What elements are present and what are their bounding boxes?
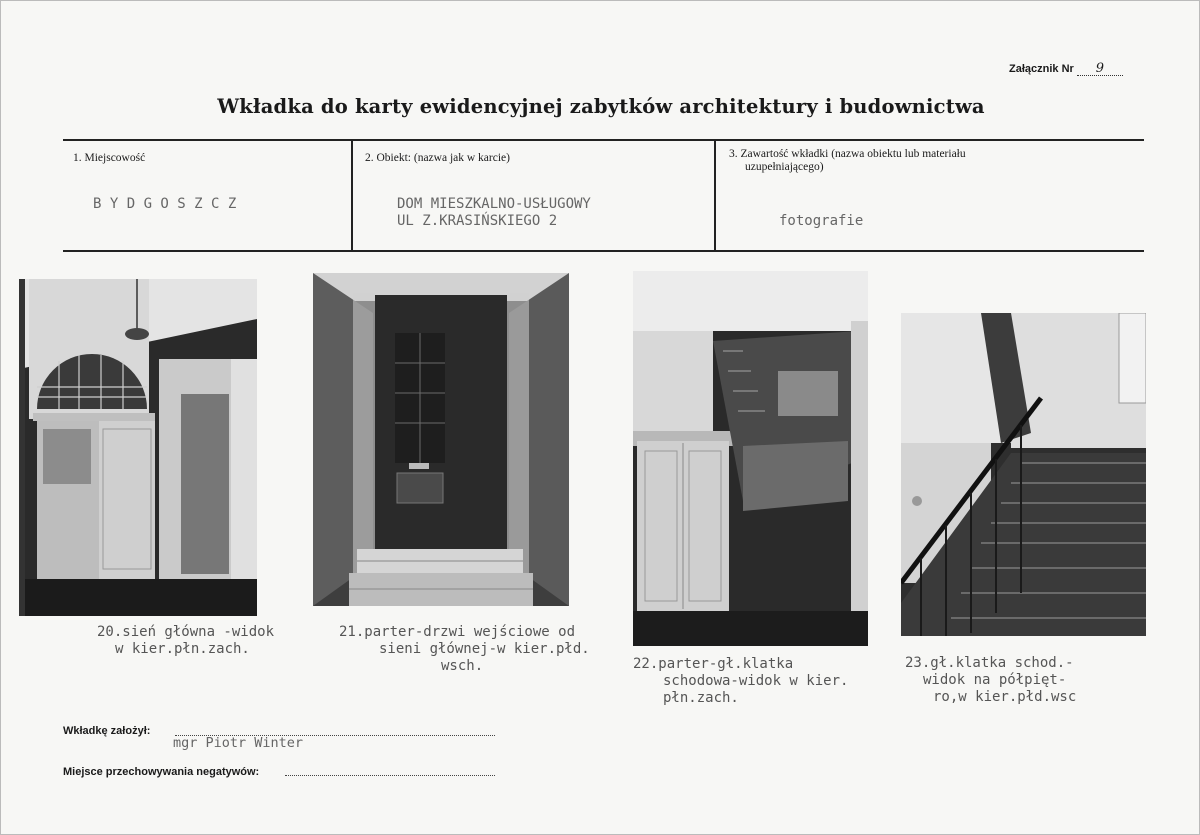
caption-photo-22-line2: schodowa-widok w kier. — [663, 673, 849, 689]
contents-value: fotografie — [779, 213, 864, 229]
object-label: 2. Obiekt: (nazwa jak w karcie) — [365, 152, 510, 164]
photo-staircase-landing — [901, 313, 1146, 636]
insert-author-label: Wkładkę założył: — [63, 725, 151, 737]
object-value-line1: DOM MIESZKALNO-USŁUGOWY — [397, 196, 591, 212]
insert-author-value: mgr Piotr Winter — [173, 735, 304, 751]
column-divider-2 — [714, 141, 716, 251]
caption-photo-20-line1: 20.sień główna -widok — [97, 624, 275, 640]
photo-entrance-door — [313, 273, 569, 606]
annex-number: 9 — [1077, 63, 1123, 76]
page-title: Wkładka do karty ewidencyjnej zabytków architektury i budownictwa — [217, 95, 985, 118]
contents-label-line1: 3. Zawartość wkładki (nazwa obiektu lub materiału — [729, 148, 966, 160]
caption-photo-21-line2: sieni głównej-w kier.płd. — [379, 641, 590, 657]
negatives-location-dotted-line — [285, 775, 495, 776]
annex-label-text: Załącznik Nr — [1009, 63, 1074, 75]
negatives-location-label: Miejsce przechowywania negatywów: — [63, 766, 260, 778]
locality-label: 1. Miejscowość — [73, 152, 146, 164]
caption-photo-22-line3: płn.zach. — [663, 690, 739, 706]
photo-hallway — [19, 279, 257, 616]
photo-staircase-ground — [633, 271, 868, 646]
locality-value: B Y D G O S Z C Z — [93, 196, 237, 212]
object-value-line2: UL Z.KRASIŃSKIEGO 2 — [397, 213, 558, 229]
caption-photo-23-line3: ro,w kier.płd.wsc — [933, 689, 1077, 705]
caption-photo-22-line1: 22.parter-gł.klatka — [633, 656, 794, 672]
caption-photo-23-line1: 23.gł.klatka schod.- — [905, 655, 1074, 671]
caption-photo-23-line2: widok na półpięt- — [923, 672, 1067, 688]
caption-photo-20-line2: w kier.płn.zach. — [115, 641, 250, 657]
table-bottom-rule — [63, 250, 1144, 252]
annex-label — [1009, 63, 1123, 76]
caption-photo-21-line3: wsch. — [441, 658, 484, 674]
table-top-rule — [63, 139, 1144, 141]
column-divider-1 — [351, 141, 353, 251]
contents-label-line2: uzupełniającego) — [745, 161, 824, 173]
caption-photo-21-line1: 21.parter-drzwi wejściowe od — [339, 624, 576, 640]
